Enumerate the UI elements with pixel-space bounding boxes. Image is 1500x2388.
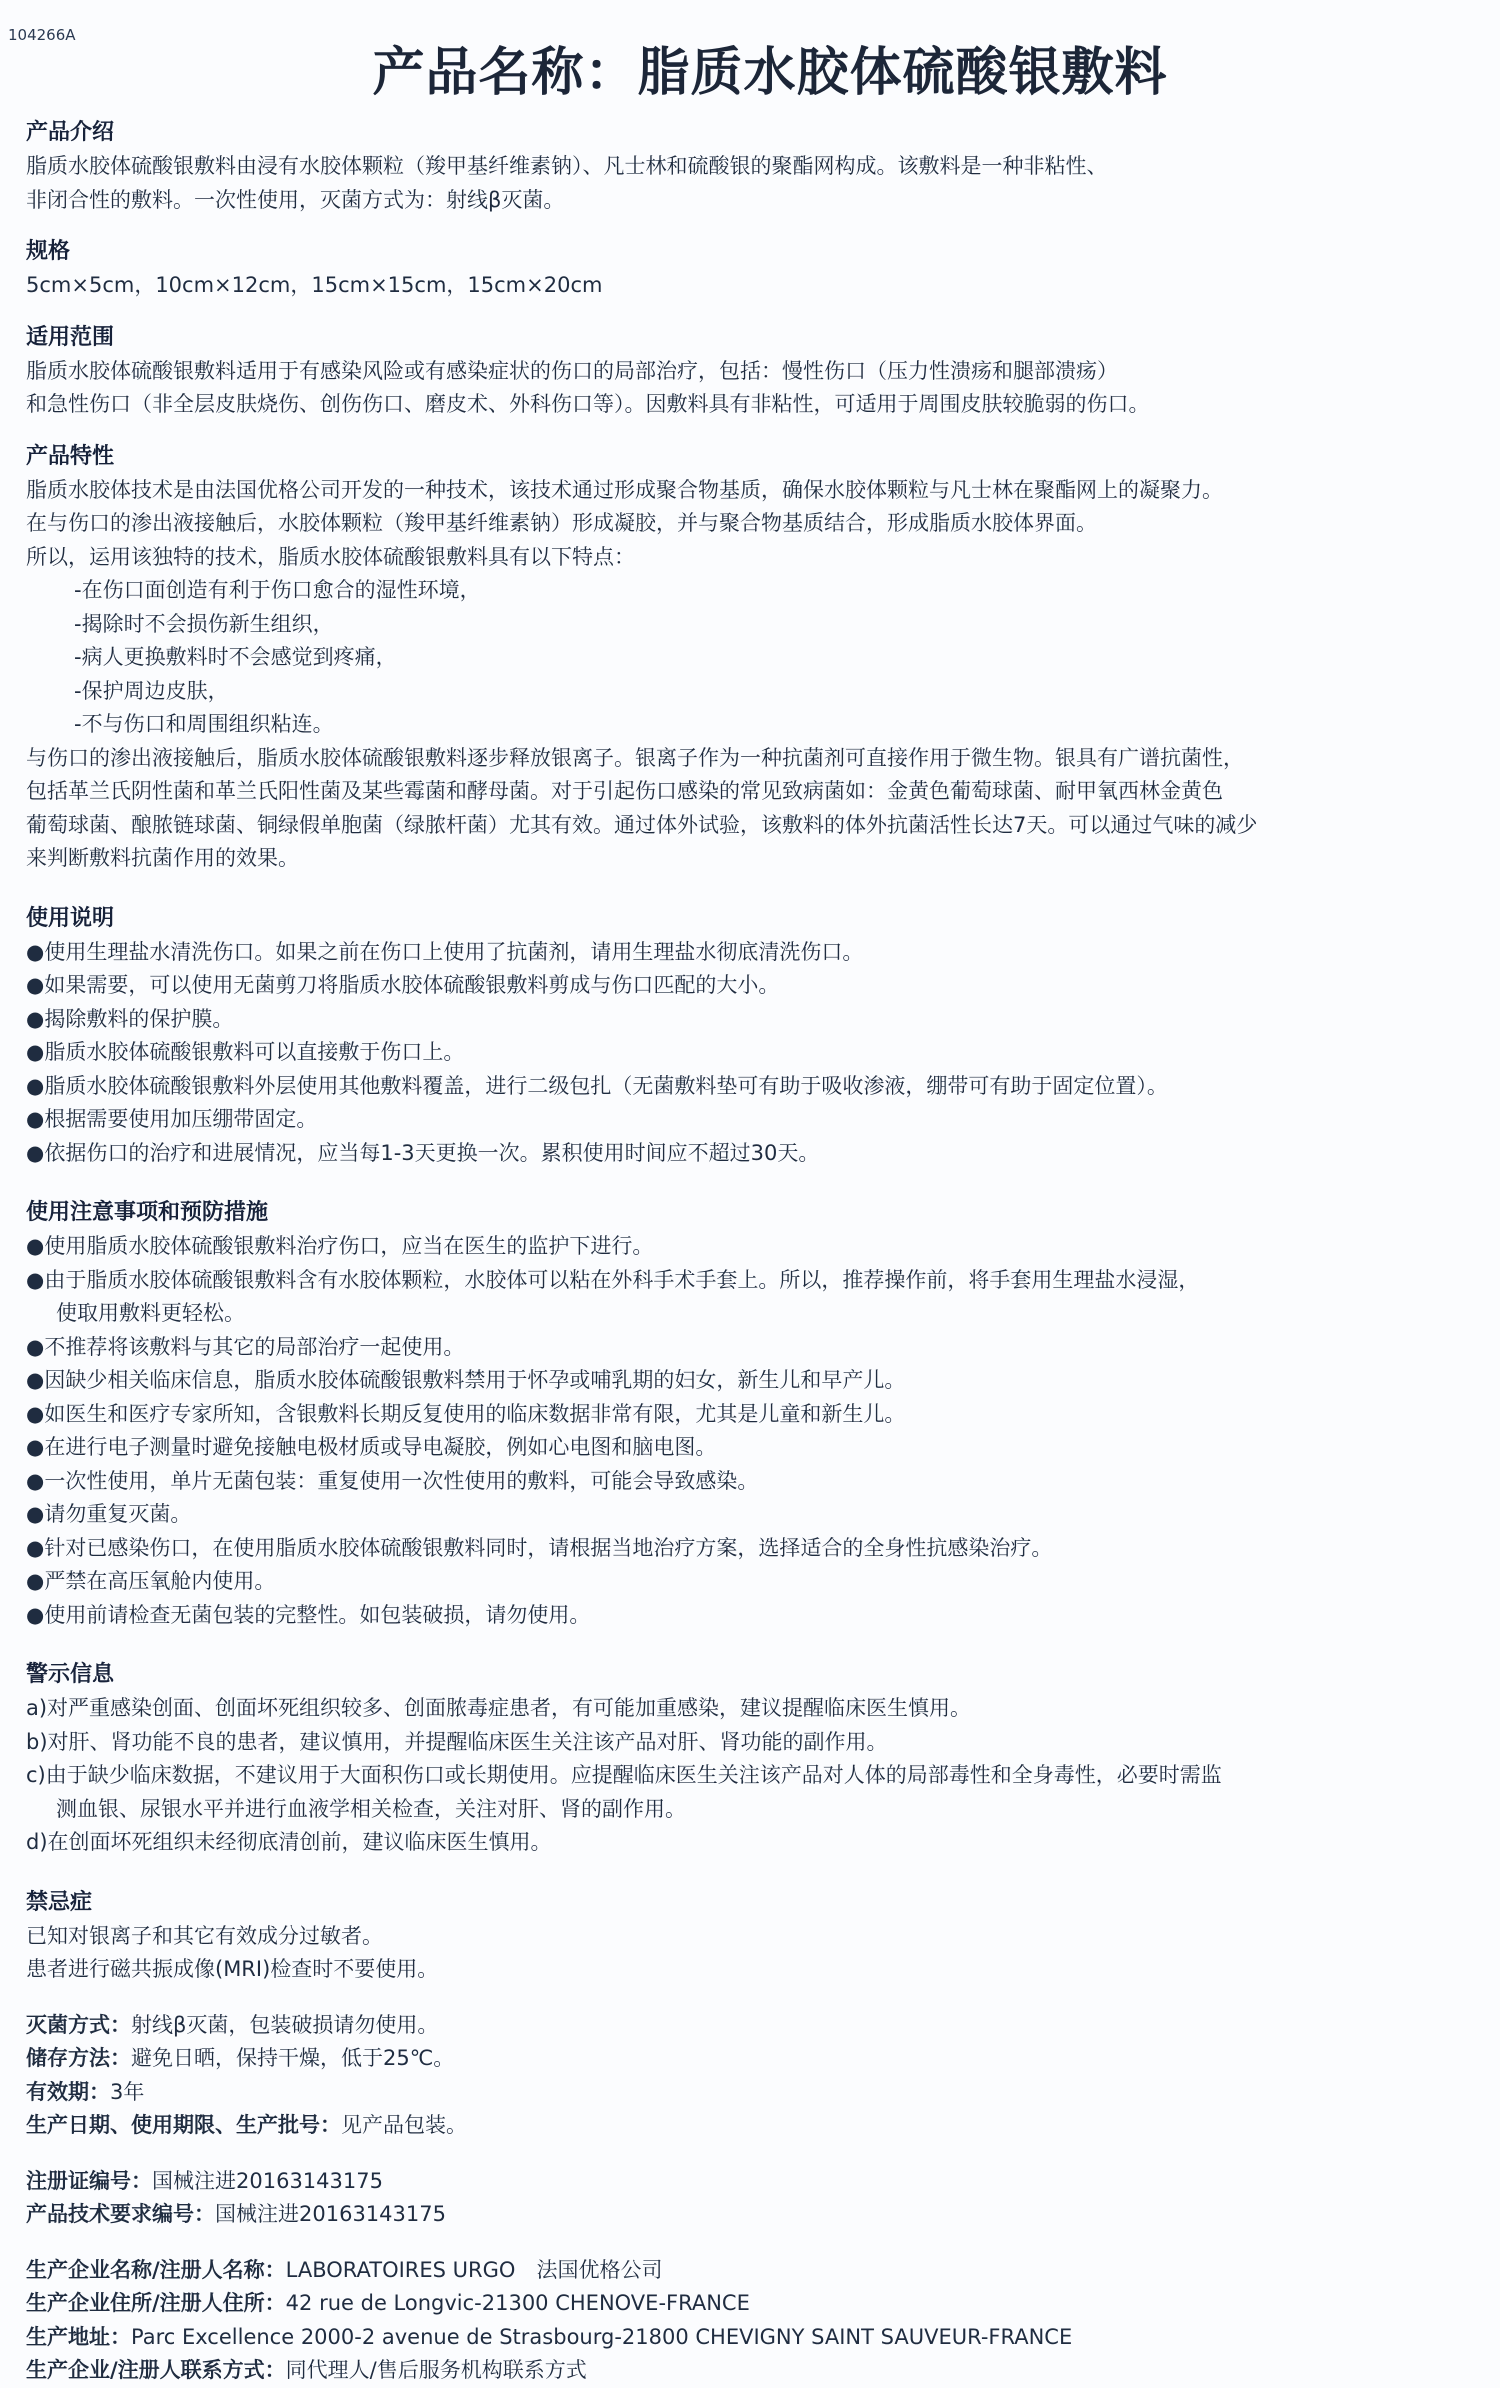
manufacturer-name-row — [26, 2254, 1476, 2288]
section-manufacturer — [26, 2254, 1476, 2388]
bullet-item: ● 使用脂质水胶体硫酸银敷料治疗伤口，应当在医生的监护下进行。 — [26, 1230, 1476, 1264]
field-value: 3年 — [110, 2079, 145, 2104]
text-line: 来判断敷料抗菌作用的效果。 — [26, 846, 299, 870]
bullet-item: ● 使用前请检查无菌包装的完整性。如包装破损，请勿使用。 — [26, 1599, 1476, 1633]
bullet-item: ● 在进行电子测量时避免接触电极材质或导电凝胶，例如心电图和脑电图。 — [26, 1431, 1476, 1465]
text-line: 包括革兰氏阴性菌和革兰氏阳性菌及某些霉菌和酵母菌。对于引起伤口感染的常见致病菌如：金黄色葡萄球菌、耐甲氧西林金黄色 — [26, 779, 1223, 803]
section-usage — [26, 902, 1476, 1171]
sterilization-row — [26, 2009, 1476, 2043]
section-heading: 规格 — [26, 239, 71, 264]
text-line: 已知对银离子和其它有效成分过敏者。 — [26, 1923, 383, 1948]
bullet-item: ● 因缺少相关临床信息，脂质水胶体硫酸银敷料禁用于怀孕或哺乳期的妇女，新生儿和早产儿。 — [26, 1364, 1476, 1398]
field-label: 生产地址： — [26, 2324, 131, 2349]
section-heading: 使用注意事项和预防措施 — [26, 1200, 269, 1225]
text-line: 脂质水胶体硫酸银敷料适用于有感染风险或有感染症状的伤口的局部治疗，包括：慢性伤口（压力性溃疡和腿部溃疡） — [26, 358, 1118, 383]
bullet-item: ● 使用生理盐水清洗伤口。如果之前在伤口上使用了抗菌剂，请用生理盐水彻底清洗伤口。 — [26, 936, 1476, 970]
text-line: 葡萄球菌、酿脓链球菌、铜绿假单胞菌（绿脓杆菌）尤其有效。通过体外试验，该敷料的体外抗菌活性长达7天。可以通过气味的减少 — [26, 812, 1258, 837]
bullet-item: ● 依据伤口的治疗和进展情况，应当每1-3天更换一次。累积使用时间应不超过30天。 — [26, 1137, 1476, 1171]
text-line: 脂质水胶体硫酸银敷料由浸有水胶体颗粒（羧甲基纤维素钠）、凡士林和硫酸银的聚酯网构成。该敷料是一种非粘性、 — [26, 154, 1108, 178]
document-body — [26, 116, 1476, 2388]
field-label: 产品技术要求编号： — [26, 2202, 215, 2226]
feature-point: -不与伤口和周围组织粘连。 — [74, 712, 334, 736]
bullet-item: ● 针对已感染伤口，在使用脂质水胶体硫酸银敷料同时，请根据当地治疗方案，选择适合的全身性抗感染治疗。 — [26, 1532, 1476, 1566]
warning-item: b)对肝、肾功能不良的患者，建议慎用，并提醒临床医生关注该产品对肝、肾功能的副作用。 — [26, 1729, 888, 1754]
field-label: 灭菌方式： — [26, 2012, 131, 2037]
tech-row — [26, 2198, 1476, 2232]
text-line: 与伤口的渗出液接触后，脂质水胶体硫酸银敷料逐步释放银离子。银离子作为一种抗菌剂可直接作用于微生物。银具有广谱抗菌性， — [26, 745, 1244, 770]
validity-row — [26, 2076, 1476, 2110]
field-value: 同代理人/售后服务机构联系方式 — [285, 2358, 587, 2382]
section-heading: 禁忌症 — [26, 1889, 93, 1915]
field-label: 生产企业名称/注册人名称： — [26, 2257, 286, 2282]
field-label: 有效期： — [26, 2079, 110, 2104]
feature-point: -揭除时不会损伤新生组织， — [74, 611, 334, 636]
bullet-item: ● 不推荐将该敷料与其它的局部治疗一起使用。 — [26, 1331, 1476, 1365]
field-value: Parc Excellence 2000-2 avenue de Strasbourg-21800 CHEVIGNY SAINT SAUVEUR-FRANCE — [131, 2324, 1073, 2349]
text-line: 所以，运用该独特的技术，脂质水胶体硫酸银敷料具有以下特点： — [26, 544, 635, 569]
field-value: 国械注进20163143175 — [152, 2168, 383, 2193]
section-precautions — [26, 1196, 1476, 1632]
cert-row — [26, 2165, 1476, 2199]
section-heading: 产品特性 — [26, 443, 115, 469]
bullet-item: ● 严禁在高压氧舱内使用。 — [26, 1565, 1476, 1599]
bullet-item: ● 如果需要，可以使用无菌剪刀将脂质水胶体硫酸银敷料剪成与伤口匹配的大小。 — [26, 969, 1476, 1003]
field-label: 生产企业/注册人联系方式： — [26, 2358, 286, 2382]
field-label: 生产日期、使用期限、生产批号： — [26, 2113, 341, 2137]
section-heading: 适用范围 — [26, 324, 115, 350]
bullet-item: ● 由于脂质水胶体硫酸银敷料含有水胶体颗粒，水胶体可以粘在外科手术手套上。所以，推荐操作前，将手套用生理盐水浸湿， — [26, 1264, 1476, 1298]
section-heading: 产品介绍 — [26, 120, 115, 145]
section-spec — [26, 235, 1476, 303]
section-intro — [26, 116, 1476, 217]
field-label: 注册证编号： — [26, 2168, 152, 2193]
section-features — [26, 440, 1476, 876]
section-warnings — [26, 1658, 1476, 1860]
warning-item: d)在创面坏死组织未经彻底清创前，建议临床医生慎用。 — [26, 1830, 552, 1854]
document-code: 104266A — [8, 26, 76, 44]
section-registration — [26, 2165, 1476, 2232]
bullet-item: ● 如医生和医疗专家所知，含银敷料长期反复使用的临床数据非常有限，尤其是儿童和新生儿。 — [26, 1398, 1476, 1432]
text-line: 5cm×5cm，10cm×12cm，15cm×15cm，15cm×20cm — [26, 273, 603, 297]
field-label: 生产企业住所/注册人住所： — [26, 2291, 286, 2315]
contact-row — [26, 2354, 1476, 2388]
bullet-item: ● 脂质水胶体硫酸银敷料可以直接敷于伤口上。 — [26, 1036, 1476, 1070]
section-info — [26, 2009, 1476, 2143]
dates-row — [26, 2109, 1476, 2143]
text-line: 患者进行磁共振成像(MRI)检查时不要使用。 — [26, 1957, 439, 1981]
bullet-item: ● 脂质水胶体硫酸银敷料外层使用其他敷料覆盖，进行二级包扎（无菌敷料垫可有助于吸收渗液，绷带可有助于固定位置）。 — [26, 1070, 1476, 1104]
field-value: 42 rue de Longvic-21300 CHENOVE-FRANCE — [285, 2291, 750, 2315]
field-label: 储存方法： — [26, 2046, 131, 2070]
bullet-item-continuation: 使取用敷料更轻松。 — [56, 1301, 245, 1325]
warning-item: a)对严重感染创面、创面坏死组织较多、创面脓毒症患者，有可能加重感染，建议提醒临床医生慎用。 — [26, 1696, 972, 1720]
section-heading: 使用说明 — [26, 905, 115, 931]
bullet-item: ● 根据需要使用加压绷带固定。 — [26, 1103, 1476, 1137]
section-scope — [26, 321, 1476, 422]
production-site-row — [26, 2321, 1476, 2355]
page-title: 产品名称：脂质水胶体硫酸银敷料 — [372, 43, 1168, 103]
bullet-item: ● 揭除敷料的保护膜。 — [26, 1003, 1476, 1037]
field-value: LABORATOIRES URGO 法国优格公司 — [285, 2257, 663, 2282]
field-value: 避免日晒，保持干燥，低于25℃。 — [131, 2046, 455, 2070]
field-value: 见产品包装。 — [341, 2113, 467, 2137]
section-heading: 警示信息 — [26, 1662, 115, 1687]
storage-row — [26, 2042, 1476, 2076]
feature-point: -保护周边皮肤， — [74, 678, 229, 703]
bullet-item: ● 请勿重复灭菌。 — [26, 1498, 1476, 1532]
text-line: 脂质水胶体技术是由法国优格公司开发的一种技术，该技术通过形成聚合物基质，确保水胶体颗粒与凡士林在聚酯网上的凝聚力。 — [26, 477, 1223, 502]
text-line: 在与伤口的渗出液接触后，水胶体颗粒（羧甲基纤维素钠）形成凝胶，并与聚合物基质结合，形成脂质水胶体界面。 — [26, 511, 1097, 535]
bullet-item: ● 一次性使用，单片无菌包装：重复使用一次性使用的敷料，可能会导致感染。 — [26, 1465, 1476, 1499]
feature-point: -病人更换敷料时不会感觉到疼痛， — [74, 645, 397, 669]
field-value: 国械注进20163143175 — [215, 2202, 446, 2226]
text-line: 非闭合性的敷料。一次性使用，灭菌方式为：射线β灭菌。 — [26, 187, 565, 212]
warning-item-continuation: 测血银、尿银水平并进行血液学相关检查，关注对肝、肾的副作用。 — [56, 1796, 686, 1821]
section-contraindications — [26, 1886, 1476, 1987]
manufacturer-address-row — [26, 2287, 1476, 2321]
field-value: 射线β灭菌，包装破损请勿使用。 — [131, 2012, 439, 2037]
feature-point: -在伤口面创造有利于伤口愈合的湿性环境， — [74, 578, 481, 602]
text-line: 和急性伤口（非全层皮肤烧伤、创伤伤口、磨皮术、外科伤口等）。因敷料具有非粘性，可适用于周围皮肤较脆弱的伤口。 — [26, 392, 1150, 416]
warning-item: c)由于缺少临床数据，不建议用于大面积伤口或长期使用。应提醒临床医生关注该产品对人体的局部毒性和全身毒性，必要时需监 — [26, 1763, 1222, 1787]
